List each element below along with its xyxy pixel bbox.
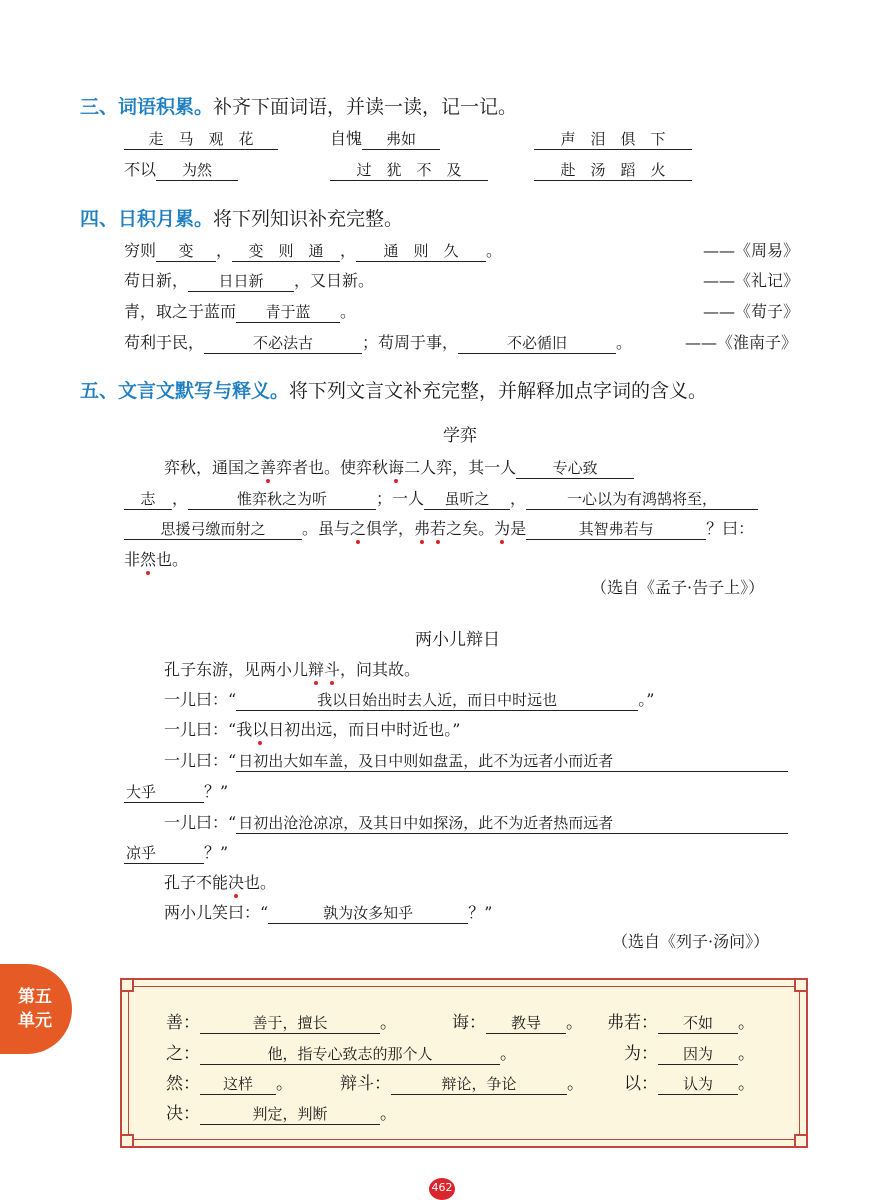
saying-1-source: ——《周易》 xyxy=(703,241,800,260)
saying-1-c: ， xyxy=(216,241,233,260)
saying-1 xyxy=(124,241,502,262)
bianri-text: ？” xyxy=(468,903,493,922)
xueyi-text: ？曰： xyxy=(706,519,755,538)
saying-1-blank-3: 通 则 久 xyxy=(356,241,486,262)
saying-4-e: 。 xyxy=(616,333,633,352)
xueyi-dotted-wei: 为 xyxy=(494,519,511,538)
gloss-key: 以： xyxy=(624,1074,658,1094)
idiom-2 xyxy=(330,129,440,150)
idiom-3-answer: 声 泪 俱 下 xyxy=(534,129,692,150)
section-3-desc: 补齐下面词语，并读一读，记一记。 xyxy=(213,96,518,118)
bianri-text: 两小儿笑曰：“ xyxy=(164,903,269,922)
bianri-text: 日初出远，而日中时近也。” xyxy=(268,720,461,739)
saying-2-source: ——《礼记》 xyxy=(703,271,800,290)
xueyi-dotted-hui: 诲 xyxy=(388,458,405,477)
xueyi-blank-6: 其智弗若与 xyxy=(526,519,706,540)
gloss-value: 善于，擅长 xyxy=(200,1012,380,1034)
gloss-jue xyxy=(166,1099,397,1125)
bianri-text: 也。 xyxy=(244,873,277,892)
xueyi-blank-2: 惟弈秋之为听 xyxy=(188,489,376,510)
saying-3-c: 。 xyxy=(340,302,357,321)
bianri-line-6 xyxy=(164,813,788,834)
idiom-6-answer: 赴 汤 蹈 火 xyxy=(534,160,692,181)
gloss-furuo xyxy=(607,1008,755,1034)
xueyi-text: ；一人 xyxy=(376,489,425,508)
idiom-1 xyxy=(124,129,278,150)
bianri-blank-4: 孰为汝多知乎 xyxy=(268,903,468,924)
idiom-3 xyxy=(534,129,692,150)
gloss-end: 。 xyxy=(500,1044,517,1064)
gloss-key: 为： xyxy=(624,1044,658,1064)
xueyi-line-2 xyxy=(124,489,758,510)
unit-badge xyxy=(0,964,72,1054)
xueyi-text: 弈秋，通国之 xyxy=(164,458,261,477)
gloss-zhi xyxy=(166,1039,517,1065)
corner-ornament xyxy=(120,1134,134,1148)
saying-1-g: 。 xyxy=(486,241,503,260)
unit-badge-line-2: 单元 xyxy=(18,1011,52,1031)
xueyi-text: 俱学， xyxy=(366,519,415,538)
idiom-5-answer: 过 犹 不 及 xyxy=(330,160,488,181)
bianri-line-7 xyxy=(124,843,228,864)
gloss-end: 。 xyxy=(567,1074,584,1094)
section-3-heading xyxy=(80,92,517,119)
section-5-title: 五、文言文默写与释义。 xyxy=(80,380,290,402)
saying-4-source: ——《淮南子》 xyxy=(685,333,798,352)
bianri-text: ？” xyxy=(204,843,229,862)
bianri-line-9 xyxy=(164,903,492,924)
section-4-title: 四、日积月累。 xyxy=(80,208,214,230)
xueyi-line-3 xyxy=(124,519,754,540)
idiom-6 xyxy=(534,160,692,181)
xueyi-dotted-ran: 然 xyxy=(140,550,157,569)
xueyi-dotted-shan: 善 xyxy=(260,458,277,477)
gloss-ran xyxy=(166,1069,293,1095)
gloss-key: 辩斗： xyxy=(340,1074,391,1094)
gloss-end: 。 xyxy=(276,1074,293,1094)
xueyi-text: 二人弈，其一人 xyxy=(404,458,517,477)
saying-1-blank-1: 变 xyxy=(156,241,216,262)
xueyi-blank-5: 思援弓缴而射之 xyxy=(124,519,302,540)
bianri-dotted-jue: 决 xyxy=(228,873,245,892)
bianri-text: 孔子东游，见两小儿 xyxy=(164,660,309,679)
gloss-end: 。 xyxy=(380,1013,397,1033)
bianri-text: 我 xyxy=(236,720,253,739)
saying-4 xyxy=(124,333,632,354)
gloss-hui xyxy=(452,1008,583,1034)
bianri-blank-2: 日初出大如车盖，及日中则如盘盂，此不为远者小而近者 xyxy=(236,751,788,772)
bianri-dotted-yi: 以 xyxy=(252,720,269,739)
gloss-key: 之： xyxy=(166,1044,200,1064)
xueyi-text: 也。 xyxy=(156,550,189,569)
bianri-text: 孔子不能 xyxy=(164,873,229,892)
bianri-text: 。” xyxy=(638,690,655,709)
xueyi-text: ， xyxy=(510,489,527,508)
saying-1-blank-2: 变 则 通 xyxy=(232,241,340,262)
bianri-title: 两小儿辩日 xyxy=(415,630,500,650)
gloss-value: 判定，判断 xyxy=(200,1103,380,1125)
saying-4-blank-1: 不必法古 xyxy=(204,333,362,354)
saying-4-blank-2: 不必循旧 xyxy=(458,333,616,354)
bianri-line-8 xyxy=(164,873,276,893)
unit-badge-line-1: 第五 xyxy=(18,987,52,1007)
bianri-text: 一儿曰：“ xyxy=(164,720,237,739)
xueyi-title: 学弈 xyxy=(443,426,477,446)
bianri-line-2 xyxy=(164,690,654,711)
gloss-key: 诲： xyxy=(452,1013,486,1033)
gloss-end: 。 xyxy=(738,1013,755,1033)
saying-1-a: 穷则 xyxy=(124,241,157,260)
xueyi-blank-4: 一心以为有鸿鹄将至， xyxy=(526,489,758,510)
gloss-end: 。 xyxy=(738,1044,755,1064)
saying-3 xyxy=(124,302,356,323)
xueyi-line-4 xyxy=(124,550,188,570)
section-5-desc: 将下列文言文补充完整，并解释加点字词的含义。 xyxy=(289,380,708,402)
gloss-value: 不如 xyxy=(658,1012,738,1034)
gloss-shan xyxy=(166,1008,397,1034)
saying-2-a: 苟日新， xyxy=(124,271,189,290)
saying-3-a: 青，取之于蓝而 xyxy=(124,302,237,321)
xueyi-blank-1: 专心致 xyxy=(516,458,634,479)
bianri-blank-3: 日初出沧沧凉凉，及其日中如探汤，此不为近者热而远者 xyxy=(236,813,788,834)
corner-ornament xyxy=(120,978,134,992)
page-number: 462 xyxy=(429,1178,455,1200)
gloss-value: 他，指专心致志的那个人 xyxy=(200,1043,500,1065)
gloss-key: 善： xyxy=(166,1013,200,1033)
gloss-value: 因为 xyxy=(658,1043,738,1065)
bianri-text: 一儿曰：“ xyxy=(164,690,237,709)
gloss-value: 认为 xyxy=(658,1073,738,1095)
gloss-value: 教导 xyxy=(486,1012,566,1034)
bianri-text: 一儿曰：“ xyxy=(164,813,237,832)
saying-2-c: ，又日新。 xyxy=(294,271,375,290)
bianri-text: ？” xyxy=(204,782,229,801)
xueyi-text: 。虽与 xyxy=(302,519,351,538)
idiom-4 xyxy=(124,160,238,181)
saying-3-blank: 青于蓝 xyxy=(236,302,340,323)
saying-3-source: ——《荀子》 xyxy=(703,302,800,321)
bianri-blank-2b: 大乎 xyxy=(124,782,204,803)
idiom-2-prefix: 自愧 xyxy=(330,129,363,148)
gloss-key: 然： xyxy=(166,1074,200,1094)
section-3-title: 三、词语积累。 xyxy=(80,96,214,118)
bianri-line-4 xyxy=(164,751,788,772)
xueyi-blank-1b: 志 xyxy=(124,489,172,510)
xueyi-text: 是 xyxy=(510,519,527,538)
xueyi-text: ， xyxy=(172,489,189,508)
xueyi-dotted-ruo: 若 xyxy=(430,519,447,538)
xueyi-dotted-zhi: 之 xyxy=(350,519,367,538)
idiom-5 xyxy=(330,160,488,181)
xueyi-blank-3: 虽听之 xyxy=(424,489,510,510)
bianri-blank-1: 我以日始出时去人近，而日中时远也 xyxy=(236,690,638,711)
xueyi-line-1 xyxy=(164,458,634,479)
idiom-4-answer: 为然 xyxy=(156,160,238,181)
xueyi-text: 之矣。 xyxy=(446,519,495,538)
gloss-value: 辩论，争论 xyxy=(391,1073,567,1095)
gloss-biandou xyxy=(340,1069,584,1095)
gloss-wei xyxy=(624,1039,755,1065)
section-4-heading xyxy=(80,204,403,231)
bianri-text: ，问其故。 xyxy=(340,660,421,679)
gloss-end: 。 xyxy=(566,1013,583,1033)
corner-ornament xyxy=(794,1134,808,1148)
bianri-dotted-dou: 斗 xyxy=(324,660,341,679)
idiom-2-answer: 弗如 xyxy=(362,129,440,150)
bianri-text: 一儿曰：“ xyxy=(164,751,237,770)
saying-1-e: ， xyxy=(340,241,357,260)
bianri-line-1 xyxy=(164,660,420,680)
xueyi-text: 弈者也。使弈秋 xyxy=(276,458,389,477)
idiom-4-prefix: 不以 xyxy=(124,160,157,179)
xueyi-text: 非 xyxy=(124,550,141,569)
idiom-1-answer: 走 马 观 花 xyxy=(124,129,278,150)
saying-4-c: ；苟周于事， xyxy=(362,333,459,352)
bianri-line-5 xyxy=(124,782,228,803)
gloss-value: 这样 xyxy=(200,1073,276,1095)
saying-2-blank: 日日新 xyxy=(188,271,294,292)
gloss-end: 。 xyxy=(380,1104,397,1124)
section-5-heading xyxy=(80,376,707,403)
xueyi-source: （选自《孟子·告子上》） xyxy=(591,578,765,597)
gloss-key: 决： xyxy=(166,1104,200,1124)
corner-ornament xyxy=(794,978,808,992)
section-4-desc: 将下列知识补充完整。 xyxy=(213,208,404,230)
bianri-source: （选自《列子·汤问》） xyxy=(612,932,770,951)
saying-2 xyxy=(124,271,374,292)
gloss-yi xyxy=(624,1069,755,1095)
xueyi-dotted-fu: 弗 xyxy=(414,519,431,538)
bianri-line-3 xyxy=(164,720,460,740)
bianri-blank-3b: 凉乎 xyxy=(124,843,204,864)
saying-4-a: 苟利于民， xyxy=(124,333,205,352)
bianri-dotted-bian: 辩 xyxy=(308,660,325,679)
gloss-key: 弗若： xyxy=(607,1013,658,1033)
gloss-end: 。 xyxy=(738,1074,755,1094)
